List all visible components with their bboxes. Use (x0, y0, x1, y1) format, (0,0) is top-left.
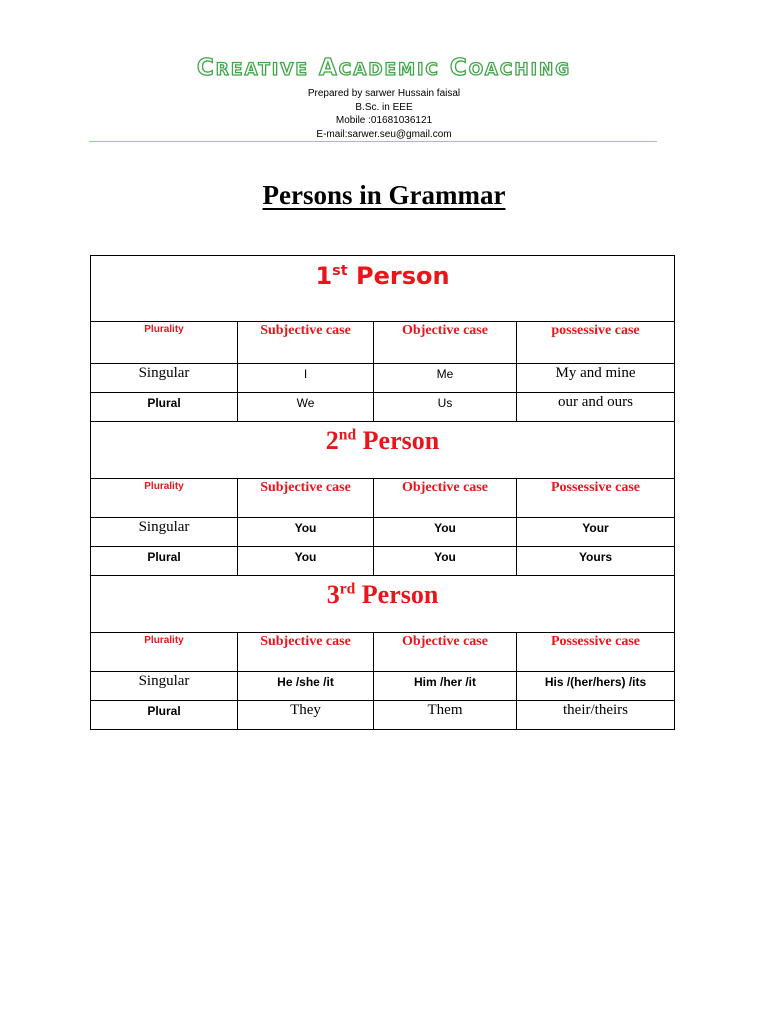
table-cell: His /(her/hers) /its (517, 672, 675, 701)
person-heading: 2nd Person (325, 426, 440, 455)
section-heading-cell (91, 422, 675, 479)
label-subjective: Subjective case (238, 479, 374, 518)
table-cell: I (238, 364, 374, 393)
person-heading: 3rd Person (326, 580, 439, 609)
table-cell: Yours (517, 547, 675, 576)
table-cell: Your (517, 518, 675, 547)
table-row (91, 701, 675, 730)
label-plurality: Plurality (91, 322, 238, 364)
degree: B.Sc. in EEE (355, 101, 413, 113)
table-cell: Him /her /it (374, 672, 517, 701)
label-plurality: Plurality (91, 633, 238, 672)
label-row (91, 633, 675, 672)
table-cell: Singular (91, 672, 238, 701)
label-objective: Objective case (374, 633, 517, 672)
table-cell: My and mine (517, 364, 675, 393)
page-title: Persons in Grammar (262, 180, 506, 210)
label-possessive: Possessive case (517, 479, 675, 518)
author-info (0, 87, 768, 141)
table-row (91, 518, 675, 547)
table-cell: Plural (91, 393, 238, 422)
table-row (91, 672, 675, 701)
table-cell: They (238, 701, 374, 730)
section-heading-cell (91, 256, 675, 322)
table-cell: You (374, 518, 517, 547)
label-objective: Objective case (374, 479, 517, 518)
label-objective: Objective case (374, 322, 517, 364)
brand-logo-text: CREATIVE ACADEMIC COACHING (196, 55, 572, 81)
section-heading-cell (91, 576, 675, 633)
table-cell: You (238, 547, 374, 576)
email: E-mail:sarwer.seu@gmail.com (316, 128, 452, 140)
table-cell: Plural (91, 547, 238, 576)
table-cell: Them (374, 701, 517, 730)
table-cell: We (238, 393, 374, 422)
prepared-by: Prepared by sarwer Hussain faisal (307, 88, 461, 99)
section-heading-row (91, 256, 675, 322)
table-row (91, 393, 675, 422)
label-row (91, 322, 675, 364)
header-divider (89, 141, 657, 142)
section-heading-row (91, 422, 675, 479)
label-subjective: Subjective case (238, 322, 374, 364)
table-row (91, 364, 675, 393)
table-cell: our and ours (517, 393, 675, 422)
table-cell: Singular (91, 364, 238, 393)
table-cell: Us (374, 393, 517, 422)
label-plurality: Plurality (91, 479, 238, 518)
label-subjective: Subjective case (238, 633, 374, 672)
table-row (91, 547, 675, 576)
section-heading-row (91, 576, 675, 633)
table-cell: He /she /it (238, 672, 374, 701)
label-row (91, 479, 675, 518)
table-cell: Plural (91, 701, 238, 730)
mobile: Mobile :01681036121 (335, 115, 433, 126)
label-possessive: Possessive case (517, 633, 675, 672)
table-cell: Me (374, 364, 517, 393)
table-cell: You (374, 547, 517, 576)
table-cell: You (238, 518, 374, 547)
person-heading: 1st Person (315, 262, 450, 290)
persons-table (90, 255, 675, 730)
table-cell: their/theirs (517, 701, 675, 730)
table-cell: Singular (91, 518, 238, 547)
label-possessive: possessive case (517, 322, 675, 364)
